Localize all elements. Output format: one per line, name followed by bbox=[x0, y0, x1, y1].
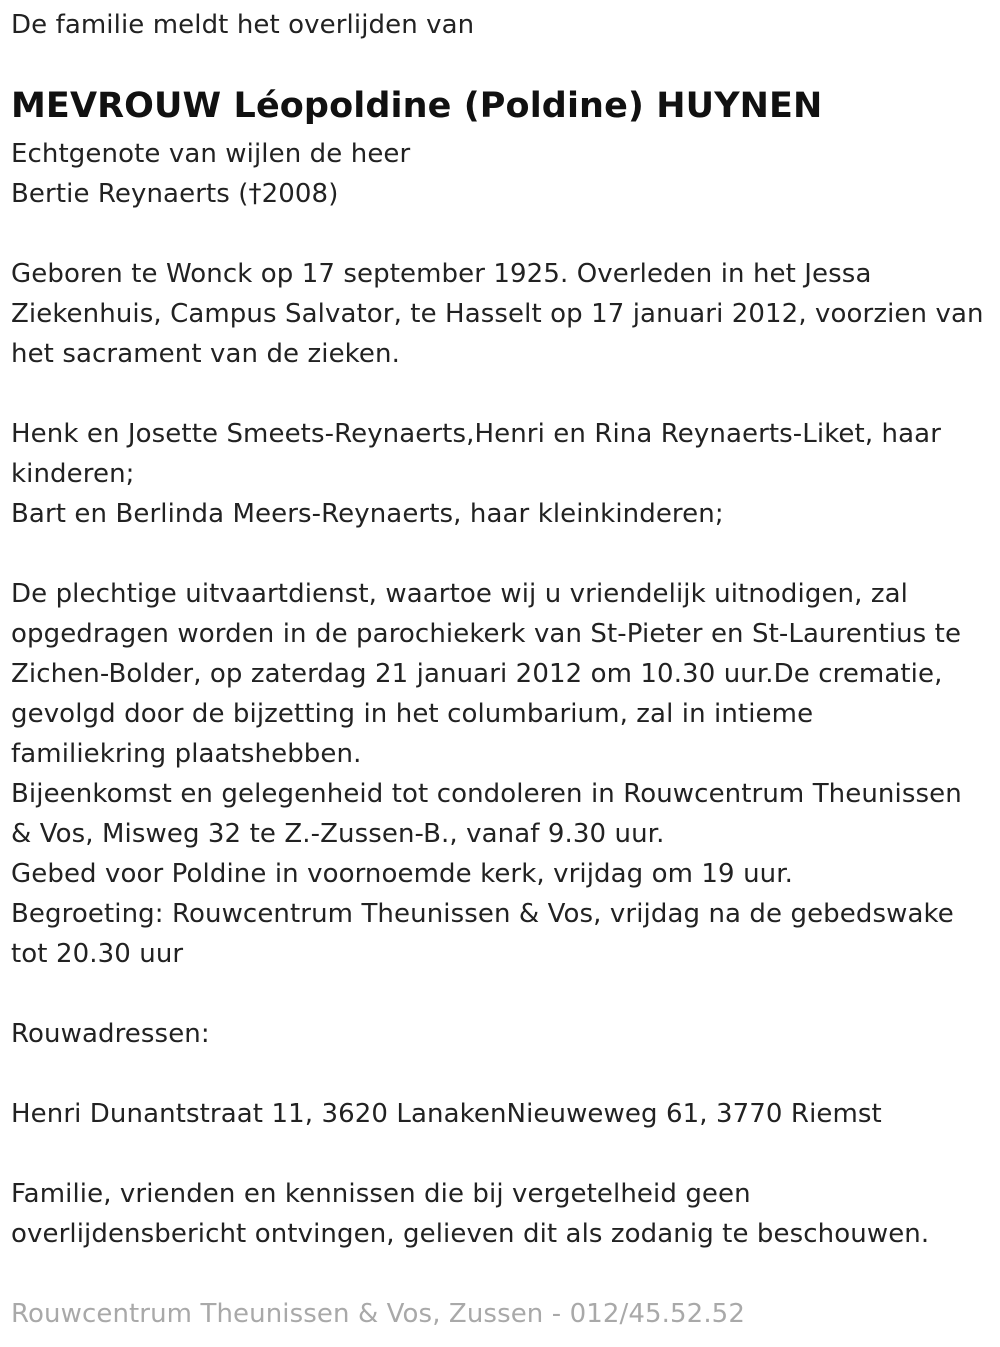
ceremony-line: tot 20.30 uur bbox=[11, 939, 184, 969]
ceremony-line: De plechtige uitvaartdienst, waartoe wij u vriendelijk uitnodigen, zal bbox=[11, 579, 908, 609]
ceremony-line: gevolgd door de bijzetting in het columbarium, zal in intieme bbox=[11, 699, 814, 729]
funeral-home-footer: Rouwcentrum Theunissen & Vos, Zussen - 012/45.52.52 bbox=[11, 1299, 745, 1329]
addresses-text: Henri Dunantstraat 11, 3620 LanakenNieuweweg 61, 3770 Riemst bbox=[11, 1099, 882, 1129]
ceremony-line: Gebed voor Poldine in voornoemde kerk, vrijdag om 19 uur. bbox=[11, 859, 793, 889]
family-line: kinderen; bbox=[11, 459, 135, 489]
birth-death-line: Geboren te Wonck op 17 september 1925. Overleden in het Jessa bbox=[11, 259, 872, 289]
spouse-line: Bertie Reynaerts (†2008) bbox=[11, 179, 339, 209]
ceremony-line: Begroeting: Rouwcentrum Theunissen & Vos, vrijdag na de gebedswake bbox=[11, 899, 954, 929]
ceremony-line: Zichen-Bolder, op zaterdag 21 januari 2012 om 10.30 uur.De crematie, bbox=[11, 659, 943, 689]
intro-text: De familie meldt het overlijden van bbox=[11, 10, 475, 40]
deceased-name: MEVROUW Léopoldine (Poldine) HUYNEN bbox=[11, 86, 823, 126]
ceremony-line: familiekring plaatshebben. bbox=[11, 739, 362, 769]
birth-death-line: Ziekenhuis, Campus Salvator, te Hasselt op 17 januari 2012, voorzien van bbox=[11, 299, 984, 329]
family-line: Bart en Berlinda Meers-Reynaerts, haar kleinkinderen; bbox=[11, 499, 724, 529]
family-line: Henk en Josette Smeets-Reynaerts,Henri en Rina Reynaerts-Liket, haar bbox=[11, 419, 941, 449]
closing-line: overlijdensbericht ontvingen, gelieven dit als zodanig te beschouwen. bbox=[11, 1219, 930, 1249]
addresses-label: Rouwadressen: bbox=[11, 1019, 210, 1049]
birth-death-line: het sacrament van de zieken. bbox=[11, 339, 400, 369]
ceremony-line: Bijeenkomst en gelegenheid tot condoleren in Rouwcentrum Theunissen bbox=[11, 779, 962, 809]
spouse-line: Echtgenote van wijlen de heer bbox=[11, 139, 411, 169]
closing-line: Familie, vrienden en kennissen die bij vergetelheid geen bbox=[11, 1179, 751, 1209]
ceremony-line: & Vos, Misweg 32 te Z.-Zussen-B., vanaf 9.30 uur. bbox=[11, 819, 665, 849]
ceremony-line: opgedragen worden in de parochiekerk van St-Pieter en St-Laurentius te bbox=[11, 619, 962, 649]
